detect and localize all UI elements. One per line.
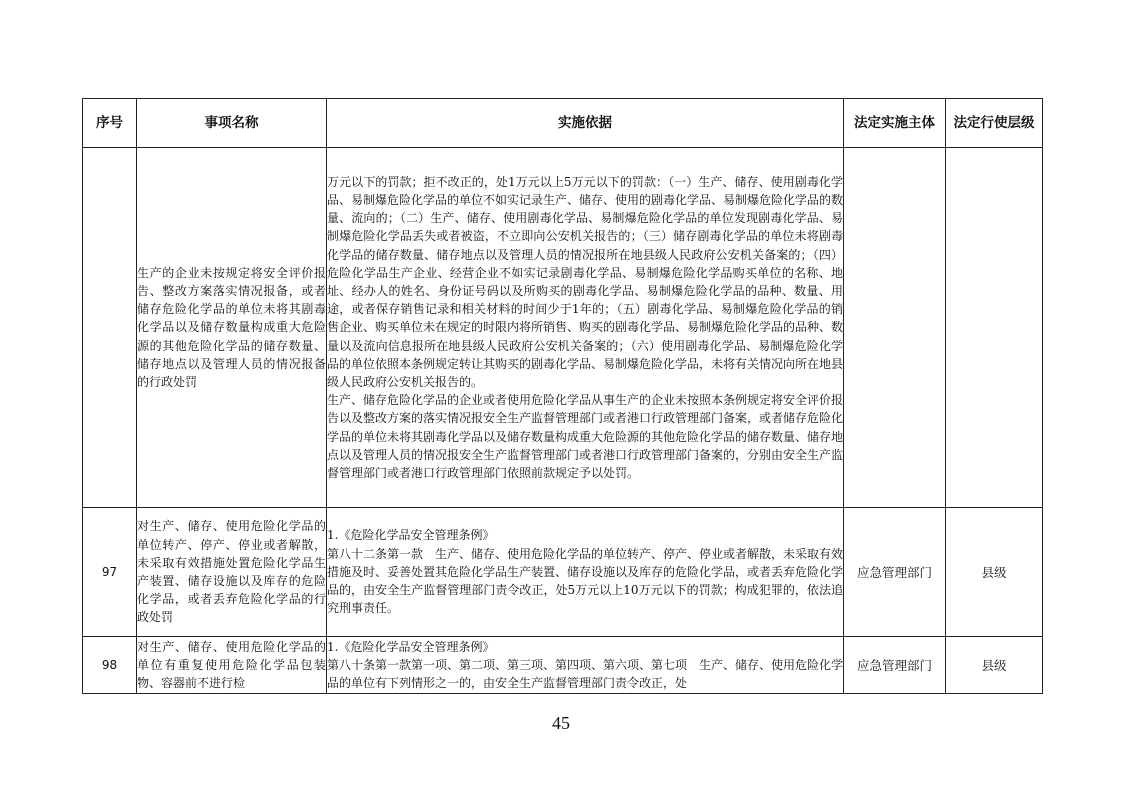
- row-item-name: [137, 637, 327, 694]
- row-basis: [327, 637, 844, 694]
- row-level: 县级: [946, 508, 1043, 637]
- table-row: [83, 508, 1043, 637]
- row-serial: 97: [83, 508, 137, 637]
- basis-paragraph: 第八十二条第一款 生产、储存、使用危险化学品的单位转产、停产、停业或者解散，未采取有效措施及时、妥善处置其危险化学品生产装置、储存设施以及库存的危险化学品，或者丢弃危险化学品的，由安全生产监督管理部门责令改正，处5万元以上10万元以下的罚款；构成犯罪的，依法追究刑事责任。: [327, 546, 844, 616]
- table-header-row: [83, 99, 1043, 148]
- header-serial: 序号: [83, 99, 137, 148]
- header-item-name: 事项名称: [137, 99, 327, 148]
- row-serial: [83, 148, 137, 508]
- item-name-text: 对生产、储存、使用危险化学品的单位有重复使用危险化学品包装物、容器前不进行检: [137, 640, 326, 691]
- table-row: [83, 637, 1043, 694]
- basis-text: [327, 638, 843, 692]
- basis-paragraph: 第八十条第一款第一项、第二项、第三项、第四项、第六项、第七项 生产、储存、使用危险化学品的单位有下列情形之一的，由安全生产监督管理部门责令改正，处: [327, 658, 843, 691]
- row-subject: 应急管理部门: [844, 508, 946, 637]
- row-item-name: 对生产、储存、使用危险化学品的单位转产、停产、停业或者解散，未采取有效措施处置危险化学品生产装置、储存设施以及库存的危险化学品，或者丢弃危险化学品的行政处罚: [137, 508, 327, 637]
- row-item-name: 生产的企业未按规定将安全评价报告、整改方案落实情况报备，或者储存危险化学品的单位未将其剧毒化学品以及储存数量构成重大危险源的其他危险化学品的储存数量、储存地点以及管理人员的情况报备的行政处罚: [137, 148, 327, 508]
- header-level: 法定行使层级: [946, 99, 1043, 148]
- page-number: 45: [552, 713, 570, 733]
- regulation-table: [82, 98, 1043, 694]
- row-level: [946, 148, 1043, 508]
- header-subject: 法定实施主体: [844, 99, 946, 148]
- row-basis: [327, 148, 844, 508]
- row-serial: 98: [83, 637, 137, 694]
- header-basis: 实施依据: [327, 99, 844, 148]
- row-level: 县级: [946, 637, 1043, 694]
- row-subject: [844, 148, 946, 508]
- table-row: [83, 148, 1043, 508]
- basis-paragraph: 万元以下的罚款；拒不改正的，处1万元以上5万元以下的罚款：（一）生产、储存、使用剧毒化学品、易制爆危险化学品的单位不如实记录生产、储存、使用的剧毒化学品、易制爆危险化学品的数量、流向的；（二）生产、储存、使用剧毒化学品、易制爆危险化学品的单位发现剧毒化学品、易制爆危险化学品丢失或者被盗，不立即向公安机关报告的；（三）储存剧毒化学品的单位未将剧毒化学品的储存数量、储存地点以及管理人员的情况报所在地县级人民政府公安机关备案的；（四）危险化学品生产企业、经营企业不如实记录剧毒化学品、易制爆危险化学品购买单位的名称、地址、经办人的姓名、身份证号码以及所购买的剧毒化学品、易制爆危险化学品的品种、数量、用途，或者保存销售记录和相关材料的时间少于1年的；（五）剧毒化学品、易制爆危险化学品的销售企业、购买单位未在规定的时限内将所销售、购买的剧毒化学品、易制爆危险化学品的品种、数量以及流向信息报所在地县级人民政府公安机关备案的；（六）使用剧毒化学品、易制爆危险化学品的单位依照本条例规定转让其购买的剧毒化学品、易制爆危险化学品，未将有关情况向所在地县级人民政府公安机关报告的。: [327, 174, 844, 389]
- basis-paragraph: 生产、储存危险化学品的企业或者使用危险化学品从事生产的企业未按照本条例规定将安全评价报告以及整改方案的落实情况报安全生产监督管理部门或者港口行政管理部门备案，或者储存危险化学品的单位未将其剧毒化学品以及储存数量构成重大危险源的其他危险化学品的储存数量、储存地点以及管理人员的情况报安全生产监督管理部门或者港口行政管理部门备案的，分别由安全生产监督管理部门或者港口行政管理部门依照前款规定予以处罚。: [327, 393, 844, 481]
- basis-law-title: 1.《危险化学品安全管理条例》: [327, 528, 495, 543]
- row-basis: [327, 508, 844, 637]
- basis-law-title: 1.《危险化学品安全管理条例》: [327, 640, 495, 654]
- row-subject: 应急管理部门: [844, 637, 946, 694]
